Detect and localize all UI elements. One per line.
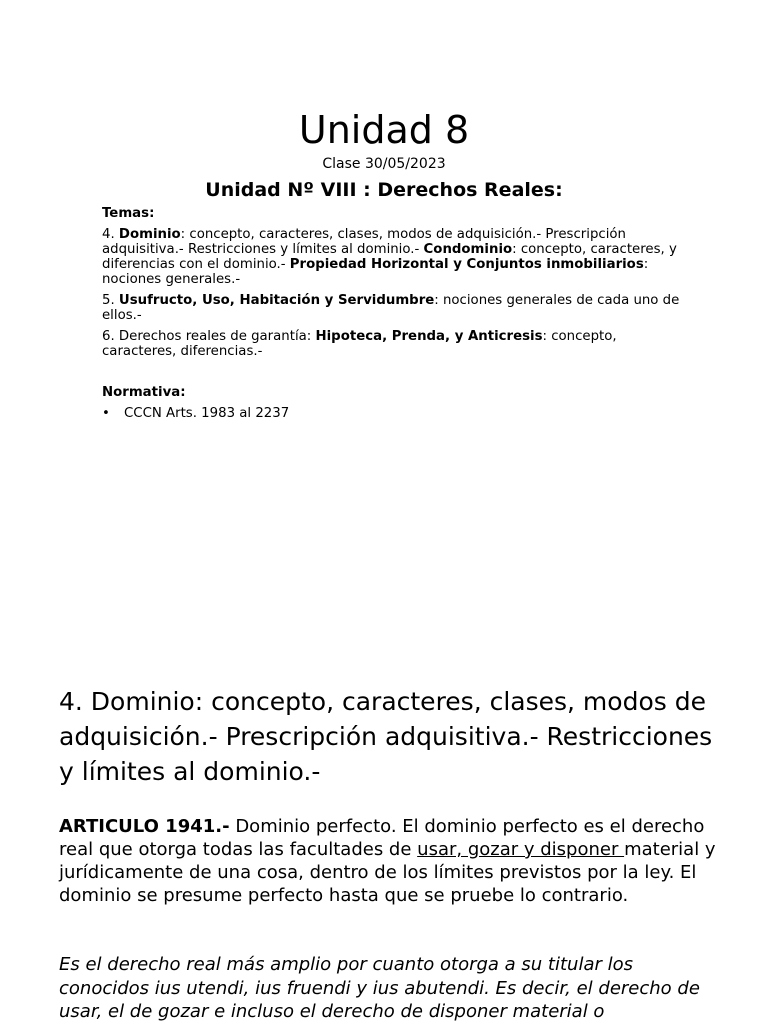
slide-title: Unidad 8 bbox=[298, 108, 470, 152]
topic-keyword: Propiedad Horizontal y Conjuntos inmobiliarios bbox=[289, 257, 644, 272]
topic-text: : nociones generales de cada uno de ellos.- bbox=[102, 293, 680, 323]
article-underlined-text: usar, gozar y disponer bbox=[417, 839, 625, 860]
normativa-list bbox=[102, 406, 682, 421]
topic-keyword: Hipoteca, Prenda, y Anticresis bbox=[315, 329, 543, 344]
article-1941 bbox=[59, 815, 719, 907]
class-date: Clase 30/05/2023 bbox=[322, 156, 446, 172]
topic-number: 4. bbox=[102, 227, 119, 242]
topics-block bbox=[102, 206, 682, 421]
topic-keyword: Condominio bbox=[423, 242, 513, 257]
topic-text: : concepto, caracteres, diferencias.- bbox=[102, 329, 617, 359]
topic-text: 6. Derechos reales de garantía: bbox=[102, 329, 316, 344]
topic-keyword: Usufructo, Uso, Habitación y Servidumbre bbox=[118, 293, 435, 308]
topic-item-6 bbox=[102, 329, 682, 359]
article-text: Dominio perfecto. El dominio perfecto es el derecho real que otorga todas las facultades de bbox=[59, 816, 705, 860]
explanation-paragraph: Es el derecho real más amplio por cuanto otorga a su titular los conocidos ius utendi, ius fruendi y ius abutendi. Es decir, el derecho de usar, el de gozar e incluso el derecho de disponer material o bbox=[59, 954, 700, 1022]
topic-text: : concepto, caracteres, y diferencias con el dominio.- bbox=[102, 242, 677, 272]
topic-number: 5. bbox=[102, 293, 119, 308]
section-heading: 4. Dominio: concepto, caracteres, clases, modos de adquisición.- Prescripción adquisitiva.- Restricciones y límites al dominio.- bbox=[59, 687, 713, 786]
normativa-item: • CCCN Arts. 1983 al 2237 bbox=[102, 406, 682, 421]
unit-subtitle: Unidad Nº VIII : Derechos Reales: bbox=[205, 179, 563, 201]
normativa-label: Normativa: bbox=[102, 385, 186, 400]
topic-text: : concepto, caracteres, clases, modos de adquisición.- Prescripción adquisitiva.- Restricciones y límites al dominio.- bbox=[102, 227, 626, 257]
topic-item-4 bbox=[102, 227, 682, 287]
article-label: ARTICULO 1941.- bbox=[59, 816, 230, 837]
slide-2 bbox=[0, 660, 768, 1024]
temas-label: Temas: bbox=[102, 206, 155, 221]
article-text: material y jurídicamente de una cosa, dentro de los límites previstos por la ley. El dominio se presume perfecto hasta que se pruebe lo contrario. bbox=[59, 839, 716, 906]
topic-keyword: Dominio bbox=[118, 227, 181, 242]
topic-item-5 bbox=[102, 293, 682, 323]
topic-text: : nociones generales.- bbox=[102, 257, 649, 287]
